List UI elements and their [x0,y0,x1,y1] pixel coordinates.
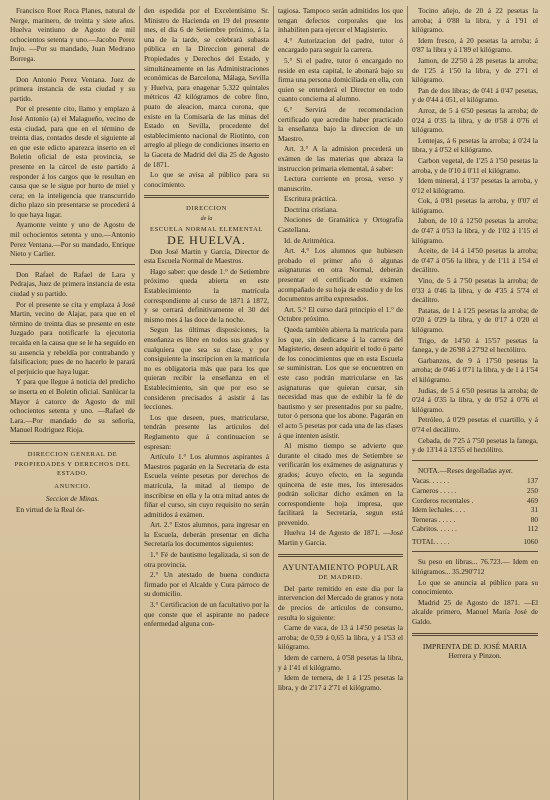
stats-label: Cabritos. . . . . . [412,524,457,534]
paragraph: 5.° Si el padre, tutor ó encargado no reside en esta capital, le abonará bajo su firma una persona domiciliada en ella, con quien se entenderá el Director en todo cuanto concierna al alumno. [278,55,403,104]
stats-row [412,515,538,525]
divider [412,633,538,636]
paragraph: Aceite, de 14 á 14'50 pesetas la arroba; de 0'47 á 0'56 la libra, y de 1'11 á 1'54 el decálitro. [412,246,538,275]
paragraph: 6.° Servirá de recomendacion certificado que acredite haber practicado la enseñanza bajo la direccion de un Maestro. [278,104,403,143]
paragraph: Y para que llegue á noticia del predicho se inserta en el Boletin oficial. Sanlúcar la Mayor á catorce de Agosto de mil ochocientos setenta y uno. —Rafael de Lara.—Por mandado de su señoría, Manuel Rodriguez Rioja. [10,377,135,435]
stats-title: NOTA.—Reses degolladas ayer. [418,465,513,475]
paragraph: Patatas, de 1 á 1'25 pesetas la arroba; de 0'20 á 0'29 la libra, y de 0'17 á 0'20 el kilógramo. [412,305,538,334]
stats-label: Vacas. . . . . . [412,476,450,486]
paragraph: den espedida por el Excelentísimo Sr. Ministro de Hacienda en 19 del presente mes, el dia 6 de Setiembre próximo, á la una de la tarde, se celebrará subasta pública en la Direccion general de Propiedades y Derechos del Estado, y simultáneamente en las Administraciones económicas de Barcelona, Málaga, Sevilla y Huelva, para enagenar 5.322 quintales métricos 42 kilógramos de cobre fino, puato de aleacion, marca corona, que existe en la Comisaría de las minas del Estado en Sevilla, procedente del establecimiento nacional de Riotinto, con arreglo al pliego de condiciones inserto en la Gaceta de Madrid del dia 25 de Agosto de 1871. [144,6,269,169]
divider [10,441,135,444]
paragraph: Don José Martin y Garcia, Director de esta Escuela Normal de Maestros. [144,246,269,266]
paragraph: Al mismo tiempo se advierte que durante el citado mes de Setiembre se verificarán los exámenes de asignaturas y grados; ácuyo efecto, en la segunda quincena de este mes, los interesados podrán solicitar dicho exámen en la correspondiente hoja impresa, que facilitará la Secretaría, segun está prevenido. [278,441,403,527]
section-subheading: Seccion de Minas. [45,494,100,504]
paragraph: Lo que se anuncia al público para su conocimiento. [412,577,538,597]
divider [144,195,269,198]
stats-total-value: 1060 [523,536,538,546]
paragraph: Idem de ternera, de 1 á 1'25 pesetas la libra, y de 2'17 á 2'71 el kilógramo. [278,673,403,692]
stats-row [412,524,538,534]
columns [6,6,544,800]
paragraph: Su peso en libras... 76.723.— Idem en kilógramos... 35.290'712 [412,557,538,577]
stats-total-label: TOTAL . . . . [412,536,450,546]
paragraph: Art. 4.° Los alumnos que hubiesen probado el primer año ó algunas asignaturas en otra Normal, deberán presentar el certificado de exámen acompañado de su hoja de estudio y de los documentos arriba expresados. [278,246,403,304]
stats-value: 112 [527,524,538,534]
paragraph: Don Rafael de Rafael de Lara y Pedrajas, Juez de primera instancia de esta ciudad y su partido. [10,269,135,299]
stats-total-row [412,534,538,547]
divider [412,551,538,552]
paragraph: Por el presente cito, llamo y emplazo á José Antonio (a) el Malagueño, vecino de esta ciudad, para que en el término de treinta dias, contados desde el siguiente al en que este edicto aparezca inserto en el Boletin oficial de esta provincia, se presente en la cárcel de este partido á responder á los cargos que le resultan en causa que se le sigue por hurto de miel y cera; en la inteligencia que transcurrido dicho plazo sin presentarse se procederá á lo que haya lugar. [10,104,135,219]
paragraph: Carne de vaca, de 13 á 14'50 pesetas la arroba; de 0,59 á 0,65 la libra, y á 1'53 el kilógramo. [278,623,403,652]
paragraph: 4.° Autorizacion del padre, tutor ó encargado para seguir la carrera. [278,35,403,55]
column-4 [408,6,542,800]
stats-table [412,476,538,546]
section-title: DE HUELVA. [167,233,246,248]
paragraph: Garbanzos, de 9 á 17'50 pesetas la arroba; de 0'46 á 0'71 la libra, y de 1 á 1'54 el kilógramo. [412,355,538,384]
paragraph: Francisco Roer Roca Planes, natural de Nerge, marinero, de treinta y siete años. Huelva veintiuno de Agosto de mil ochocientos setenta y uno.—Jacobo Perez Irujo. —Por su mandado, Juan Medrano Borrega. [10,6,135,63]
paragraph: Madrid 25 de Agosto de 1871. —El alcalde primero, Manuel María José de Galdo. [412,597,538,627]
paragraph: 3.° Certificacion de un facultativo por la que conste que el aspirante no padece enfermedad alguna con- [144,600,269,629]
section-heading: DIRECCION GENERAL DE PROPIEDADES Y DERECHOS DEL ESTADO. [14,450,131,478]
paragraph: Lentejas, á 6 pesetas la arroba; á 0'24 la libra, y á 0'52 el kilógramo. [412,135,538,155]
column-2 [140,6,274,800]
section-heading: de la [200,215,213,222]
paragraph: tagiosa. Tampoco serán admitidos los que tengan defectos corporales que los inhabiliten para ejercer el Magisterio. [278,6,403,35]
paragraph: Arroz, de 5 á 6'50 pesetas la arroba; de 0'24 á 0'35 la libra, y de 0'58 á 0'76 el kilógramo. [412,105,538,135]
paragraph: Huelva 14 de Agosto de 1871. —José Martin y Garcia. [278,528,403,548]
stats-label: Corderos recentales . [412,495,474,505]
paragraph: Queda también abierta la matrícula para los que, sin dedicarse á la carrera del Magisterio, deseen adquirir el todo ó parte de los conocimientos que en esta Escuela se suministran. Los que se encuentren en este caso podrán matricularse en las asignaturas que quieran cursar, sin necesidad mas que de exhibir la fé de bautismo y ser presentados por su padre, tutor ó persona que los abone. Pagarán en el acto 5 pesetas por cada una de las clases á que intenten asistir. [278,325,403,440]
stats-row [412,486,538,496]
stats-label: Idem lechales. . . . [412,505,466,515]
paragraph: Del parte remitido en este dia por la intervencion del Mercado de granos y nota de precios de artículos de consumo, resulta lo siguiente: [278,583,403,622]
paragraph: Pan de dos libras; de 0'41 á 0'47 pesetas, y de 0'44 á 051, el kilógramo. [412,85,538,105]
paragraph: Escritura práctica. [284,194,338,204]
section-subheading: DE MADRID. [318,574,363,582]
paragraph: Lectura corriente en prosa, verso y manuscrito. [278,174,403,193]
paragraph: Judias, de 5 á 6'50 pesetas la arroba; de 0'24 á 0'35 la libra, y de 0'52 á 0'76 el kilógramo. [412,385,538,414]
paragraph: Tocino añejo, de 20 á 22 pesetas la arroba; á 0'88 la libra, y á 1'91 el kilógramo. [412,6,538,35]
paragraph: 2.° Un atestado de buena conducta firmado por el Alcalde y Cura párroco de su domicilio. [144,570,269,599]
paragraph: Idem mineral, á 1'37 pesetas la arroba, y 0'12 el kilógramo. [412,176,538,195]
paragraph: Nociones de Gramática y Ortografía Castellana. [278,215,403,235]
paragraph: Trigo, de 14'50 á 15'57 pesetas la fanega, y de 26'98 á 27'92 el hectólitro. [412,335,538,355]
paragraph: Doctrina cristiana. [284,204,338,214]
stats-label: Carneros . . . . . [412,485,457,495]
stats-value: 80 [530,514,538,524]
paragraph: Carbon vegetal, de 1'25 á 1'50 pesetas la arroba, y de 0'10 á 0'11 el kilógramo. [412,155,538,175]
stats-row [412,496,538,506]
paragraph: Idem fresco, á 20 pesetas la arroba; á 0'87 la libra y á 1'89 el kilógramo. [412,35,538,55]
divider [412,460,538,461]
paragraph: En virtud de la Real ór- [16,504,85,514]
divider [10,69,135,70]
stats-value: 250 [527,485,538,495]
stats-value: 469 [527,495,538,505]
paragraph: Lo que se avisa al público para su conocimiento. [144,170,269,189]
stats-label: Terneras . . . . . [412,514,456,524]
divider [278,554,403,557]
paragraph: Ayamonte veinte y uno de Agosto de mil ochocientos setenta y uno.—Antonio Perez Ventana.—Por su mandado, Enrique Nieto y Carlier. [10,220,135,259]
section-subheading: ANUNCIO. [54,482,91,490]
section-heading: AYUNTAMIENTO POPULAR [282,561,399,572]
column-1 [6,6,140,800]
stats-value: 137 [527,476,538,486]
paragraph: Jabon, de 10 á 12'50 pesetas la arroba; de 0'47 á 0'53 la libra, y de 1'02 á 1'15 el kilógramo. [412,216,538,245]
paragraph: 1.° Fé de bautismo legalizada, si son de otra provincia. [144,550,269,569]
paragraph: Jamon, de 22'50 á 28 pesetas la arroba; de 1'25 á 1'50 la libra, y de 2'71 el kilógramo. [412,55,538,85]
section-heading: ESCUELA NORMAL ELEMENTAL [150,226,263,234]
paragraph: Por el presente se cita y emplaza á José Martin, vecino de Alajar, para que en el término de treinta dias se presente en este Juzgado para notificarle la ejecutoria recaida en la causa que se le ha seguido en su ausencia y rebeldía por contrabando y falsificacion; pues de no hacerlo le parará el perjuicio que haya lugar. [10,299,135,376]
paragraph: Cok, á 0'81 pesetas la arroba, y 0'07 el kilógramo. [412,196,538,215]
paragraph: Art. 3.° A la admision precederá un exámen de las materias que abraza la instruccion primaria elemental, á saber: [278,144,403,173]
section-heading: DIRECCION [186,205,227,213]
paragraph: Cebada, de 7'25 á 7'50 pesetas la fanega, y de 13'14 á 13'55 el hectólitro. [412,435,538,455]
paragraph: Segun las últimas disposiciones, la enseñanza es libre en todos sus grados y cualquiera que sea su clase, y por consiguiente la inscripcion en la matrícula no es obligatoria más que para los que quieran recibir la enseñanza en el Establecimiento, sin que por eso se consideren precisados á asistir á las lecciones. [144,325,269,412]
paragraph: Vino, de 5 á 7'50 pesetas la arroba; de 0'33 á 0'46 la libra, y de 4'35 á 5'74 el decálitro. [412,276,538,305]
paragraph: Hago saber: que desde 1.° de Setiembre próximo queda abierta en este Establecimiento la matrícula correspondiente al curso de 1871 á 1872, y se cerrará definitivamente el 30 del mismo mes á las doce de la noche. [144,266,269,324]
paragraph: Idem de carnero, á 0'58 pesetas la libra, y á 1'41 el kilógramo. [278,653,403,672]
stats-row [412,505,538,515]
paragraph: Los que deseen, pues, matricularse, tendrán presente las artículos del Reglamento que á continuacion se espresan: [144,412,269,451]
divider [10,264,135,265]
printer-imprint: IMPRENTA DE D. JOSÉ MARIA Herrera y Pinzon. [422,641,528,661]
paragraph: Petróleo, á 0'29 pesetas el cuartillo, y á 0'74 el decálitro. [412,415,538,434]
paragraph: Artículo 1.° Los alumnos aspirantes á Maestros pagarán en la Secretaría de esta Escuela veinte pesetas por derechos de matrícula, la mitad al tiempo de inscribirse en ella y la otra mitad antes de fiñar el curso, sin cuyo requisito no serán admitidos á exámen. [144,452,269,519]
stats-value: 31 [530,505,538,515]
paragraph: Id. de Aritmética. [284,235,336,245]
stats-row [412,476,538,486]
column-3 [274,6,408,800]
paragraph: Don Antonio Perez Ventana. Juez de primera instancia de esta ciudad y su partido. [10,74,135,103]
paragraph: Art. 2.° Estos alumnos, para ingresar en la Escuela, deberán presentar en dicha Secretaría los documentos siguientes: [144,520,269,549]
paragraph: Art. 5.° El curso dará principio el 1.° de Octubre próximo. [278,304,403,324]
